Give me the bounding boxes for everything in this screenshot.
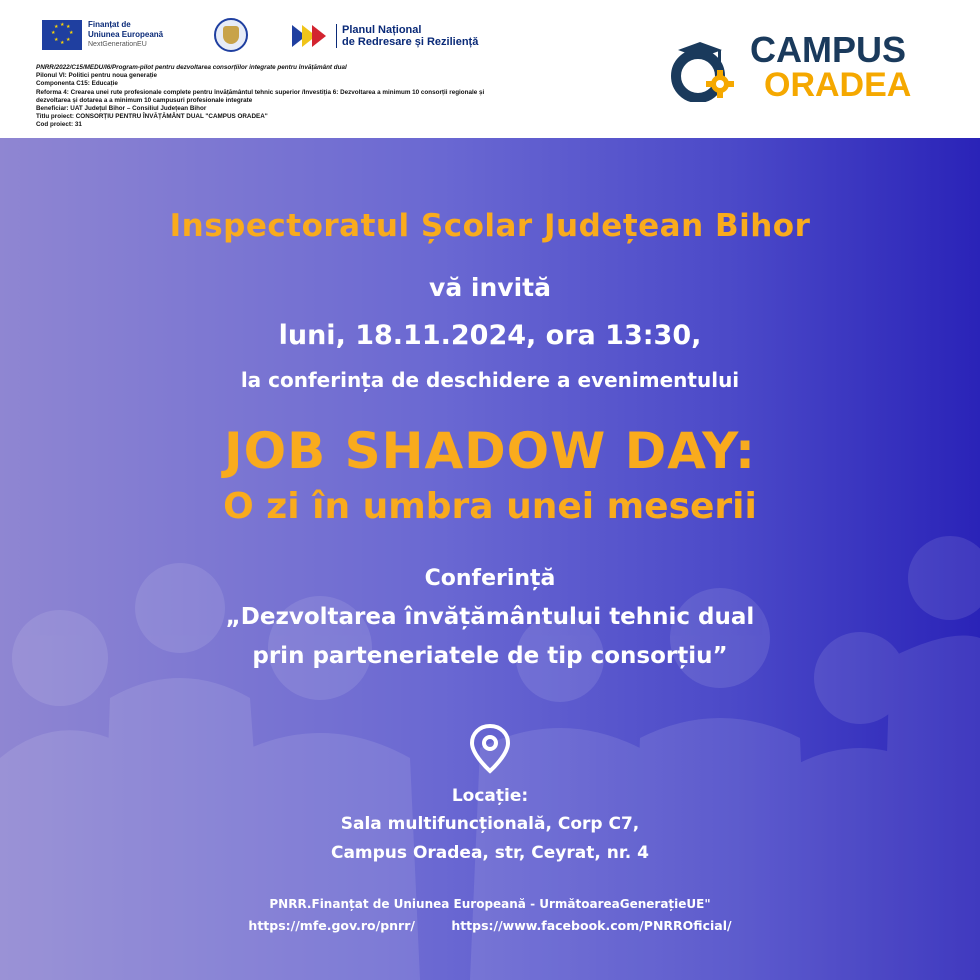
project-details-line: PNRR/2022/C15/MEDU/I6/Program-pilot pentru dezvoltarea consorțiilor integrate pentru învățământ dual [36, 64, 347, 71]
project-details-line: Titlu proiect: CONSORȚIU PENTRU ÎNVĂȚĂMÂNT DUAL "CAMPUS ORADEA" [36, 113, 268, 121]
invite-text: vă invită [429, 273, 551, 302]
opening-text: la conferința de deschidere a evenimentului [240, 368, 740, 392]
event-subtitle: O zi în umbra unei meserii [223, 486, 757, 527]
eu-funding-line3: NextGenerationEU [88, 41, 147, 48]
conference-title-line2: prin parteneriatele de tip consorțiu” [252, 643, 728, 669]
conference-title-line1: „Dezvoltarea învățământului tehnic dual [225, 604, 755, 630]
eu-flag-icon: ★ ★ ★ ★ ★ ★ ★ ★ [42, 20, 82, 50]
location-line1: Sala multifuncțională, Corp C7, [340, 814, 640, 834]
eu-funding-logo [42, 20, 163, 50]
footer-links [0, 918, 980, 933]
pnrr-logo [292, 24, 478, 48]
campus-word: CAMPUS [750, 29, 907, 70]
facebook-link[interactable]: https://www.facebook.com/PNRROficial/ [451, 918, 732, 933]
event-poster [0, 138, 980, 980]
project-details-line: Componenta C15: Educație [36, 80, 118, 88]
organizer-title: Inspectoratul Școlar Județean Bihor [169, 208, 811, 244]
project-details [36, 64, 556, 130]
event-date-time: luni, 18.11.2024, ora 13:30, [278, 320, 702, 351]
footer-funding-line: PNRR.Finanțat de Uniunea Europeană - UrmătoareaGenerațieUE" [269, 897, 711, 911]
eu-funding-line1: Finanțat de [88, 20, 131, 29]
ministry-crest-icon [214, 18, 248, 52]
location-label: Locație: [451, 786, 529, 806]
campus-oradea-logo [660, 26, 950, 106]
project-details-line: Cod proiect: 31 [36, 121, 82, 129]
sponsor-header [0, 0, 980, 138]
location-pin-icon [466, 723, 514, 775]
pnrr-line2: de Redresare și Reziliență [342, 36, 479, 48]
pnrr-arrows-icon [292, 25, 330, 47]
project-details-line: Beneficiar: UAT Județul Bihor – Consiliul Județean Bihor [36, 105, 207, 113]
conference-label: Conferință [424, 566, 556, 591]
oradea-word: ORADEA [764, 66, 912, 104]
pnrr-line1: Planul Național [342, 24, 422, 36]
location-line2: Campus Oradea, str, Ceyrat, nr. 4 [330, 843, 650, 863]
pnrr-link[interactable]: https://mfe.gov.ro/pnrr/ [248, 918, 415, 933]
project-details-line: Reforma 4: Crearea unei rute profesionale complete pentru învățământul tehnic superior /Investiția 6: Dezvoltarea a minimum 10 consorții regionale și [36, 88, 485, 96]
event-title: JOB SHADOW DAY: [223, 422, 757, 480]
project-details-line: dezvoltarea și dotarea a a minimum 10 campusuri profesionale integrate [36, 96, 253, 104]
project-details-line: Pilonul VI: Politici pentru noua generație [36, 72, 158, 80]
eu-funding-line2: Uniunea Europeană [88, 30, 164, 39]
graduation-gear-icon [668, 40, 738, 102]
